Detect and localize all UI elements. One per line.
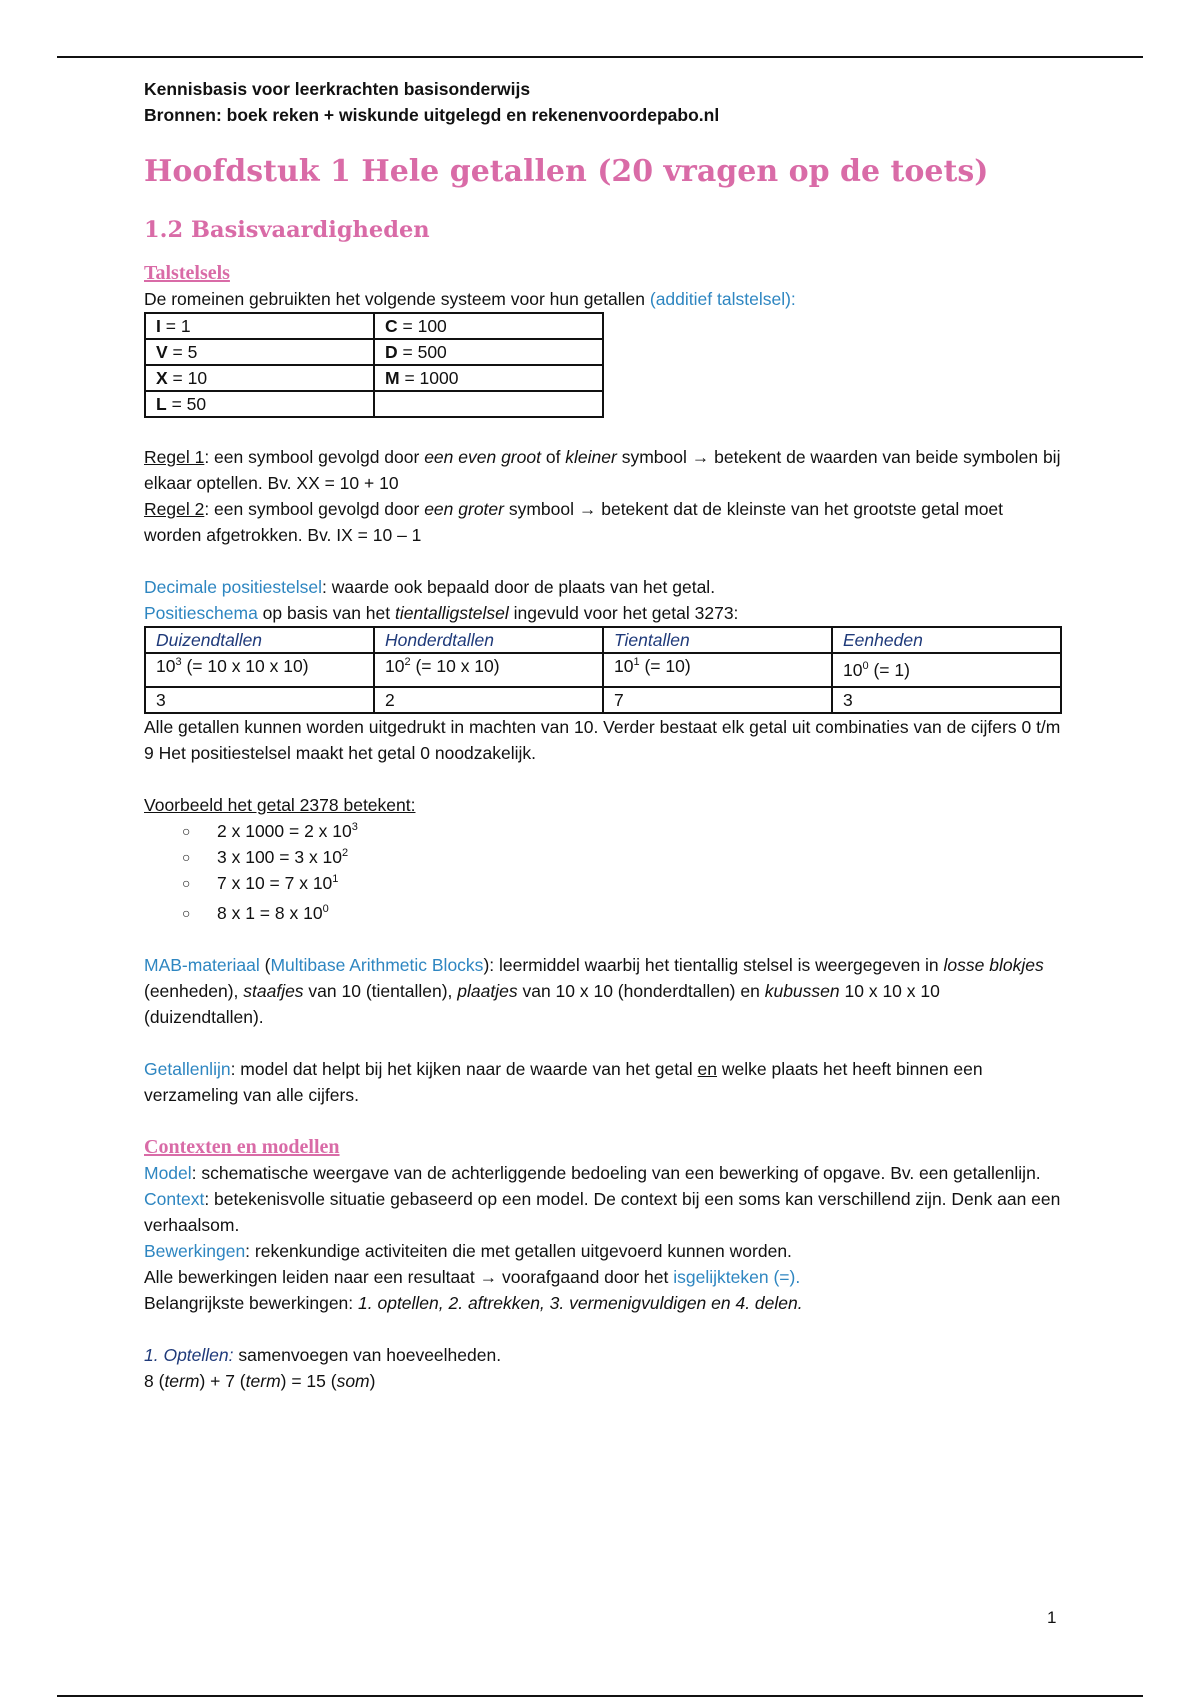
column-header: Duizendtallen: [145, 627, 374, 653]
resultaat-line: Alle bewerkingen leiden naar een resultaat → voorafgaand door het isgelijkteken (=).: [144, 1267, 801, 1287]
table-cell: $10^0$ (= 1): [832, 653, 1061, 687]
table-cell: $10^1$ (= 10): [603, 653, 832, 687]
rule-1: Regel 1: een symbool gevolgd door een even groot of kleiner symbool → betekent de waarden van beide symbolen bij elkaar optellen. Bv. XX = 10 + 10: [144, 447, 1061, 493]
table-header-row: [145, 627, 1061, 653]
rule-2: Regel 2: een symbool gevolgd door een groter symbool → betekent dat de kleinste van het grootste getal moet worden afgetrokken. Bv. IX = 10 – 1: [144, 499, 1004, 545]
optellen-definition: 1. Optellen: samenvoegen van hoeveelheden.: [144, 1345, 502, 1365]
example-heading: Voorbeeld het getal 2378 betekent:: [144, 795, 416, 815]
talstelsels-heading: Talstelsels: [144, 262, 230, 284]
table-cell: $10^3$ (= 10 x 10 x 10): [145, 653, 374, 687]
table-row: [145, 313, 603, 339]
contexten-heading: Contexten en modellen: [144, 1136, 340, 1158]
context-definition: Context: betekenisvolle situatie gebaseerd op een model. De context bij een soms kan verschillend zijn. Denk aan een verhaalsom.: [144, 1189, 1061, 1235]
talstelsels-intro: De romeinen gebruikten het volgende systeem voor hun getallen (additief talstelsel):: [144, 289, 796, 309]
table-row: [145, 339, 603, 365]
mab-definition: MAB-materiaal (Multibase Arithmetic Blocks): leermiddel waarbij het tientallig stelsel is weergegeven in losse blokjes (eenheden), staafjes van 10 (tientallen), plaatjes van 10 x 10 (honderdtallen) en kubussen 10 x 10 x 10 (duizendtallen).: [144, 955, 1044, 1027]
chapter-title: Hoofdstuk 1 Hele getallen (20 vragen op de toets): [144, 154, 989, 189]
bottom-rule: [57, 1695, 1143, 1697]
table-cell: [374, 391, 603, 417]
page-content: [144, 76, 1064, 1394]
table-cell: M = 1000: [374, 365, 603, 391]
powers-explanation: Alle getallen kunnen worden uitgedrukt in machten van 10. Verder bestaat elk getal uit combinaties van de cijfers 0 t/m 9 Het positiestelsel maakt het getal 0 noodzakelijk.: [144, 717, 1061, 763]
table-cell: V = 5: [145, 339, 374, 365]
table-cell: I = 1: [145, 313, 374, 339]
page-number: 1: [1047, 1608, 1057, 1627]
table-row: [145, 653, 1061, 687]
table-cell: 7: [603, 687, 832, 713]
table-cell: 3: [832, 687, 1061, 713]
table-cell: D = 500: [374, 339, 603, 365]
table-cell: 2: [374, 687, 603, 713]
header-line-2: Bronnen: boek reken + wiskunde uitgelegd en rekenenvoordepabo.nl: [144, 105, 720, 125]
list-item: ○ 3 x 100 = 3 x $10^2$: [182, 844, 1064, 870]
getallenlijn-definition: Getallenlijn: model dat helpt bij het kijken naar de waarde van het getal en welke plaats het heeft binnen een verzameling van alle cijfers.: [144, 1059, 983, 1105]
table-row: [145, 365, 603, 391]
decimal-definition: Decimale positiestelsel: waarde ook bepaald door de plaats van het getal.: [144, 577, 716, 597]
list-item: ○ 2 x 1000 = 2 x $10^3$: [182, 818, 1064, 844]
example-list: [144, 818, 1064, 926]
optellen-example: 8 (term) + 7 (term) = 15 (som): [144, 1371, 376, 1391]
bewerkingen-definition: Bewerkingen: rekenkundige activiteiten die met getallen uitgevoerd kunnen worden.: [144, 1241, 792, 1261]
table-cell: L = 50: [145, 391, 374, 417]
table-row: [145, 391, 603, 417]
table-cell: X = 10: [145, 365, 374, 391]
section-title: 1.2 Basisvaardigheden: [144, 217, 430, 243]
schema-definition: Positieschema op basis van het tientalligstelsel ingevuld voor het getal 3273:: [144, 603, 739, 623]
table-row: [145, 687, 1061, 713]
position-schema-table: [144, 626, 1062, 714]
list-item: ○ 7 x 10 = 7 x $10^1$: [182, 870, 1064, 896]
column-header: Tientallen: [603, 627, 832, 653]
header-line-1: Kennisbasis voor leerkrachten basisonderwijs: [144, 79, 531, 99]
column-header: Eenheden: [832, 627, 1061, 653]
table-cell: $10^2$ (= 10 x 10): [374, 653, 603, 687]
table-cell: C = 100: [374, 313, 603, 339]
table-cell: 3: [145, 687, 374, 713]
list-item: ○ 8 x 1 = 8 x $10^0$: [182, 900, 1064, 926]
roman-numerals-table: [144, 312, 604, 418]
column-header: Honderdtallen: [374, 627, 603, 653]
model-definition: Model: schematische weergave van de achterliggende bedoeling van een bewerking of opgave. Bv. een getallenlijn.: [144, 1163, 1041, 1183]
belangrijkste-bewerkingen: Belangrijkste bewerkingen: 1. optellen, 2. aftrekken, 3. vermenigvuldigen en 4. delen.: [144, 1293, 803, 1313]
top-rule: [57, 56, 1143, 58]
